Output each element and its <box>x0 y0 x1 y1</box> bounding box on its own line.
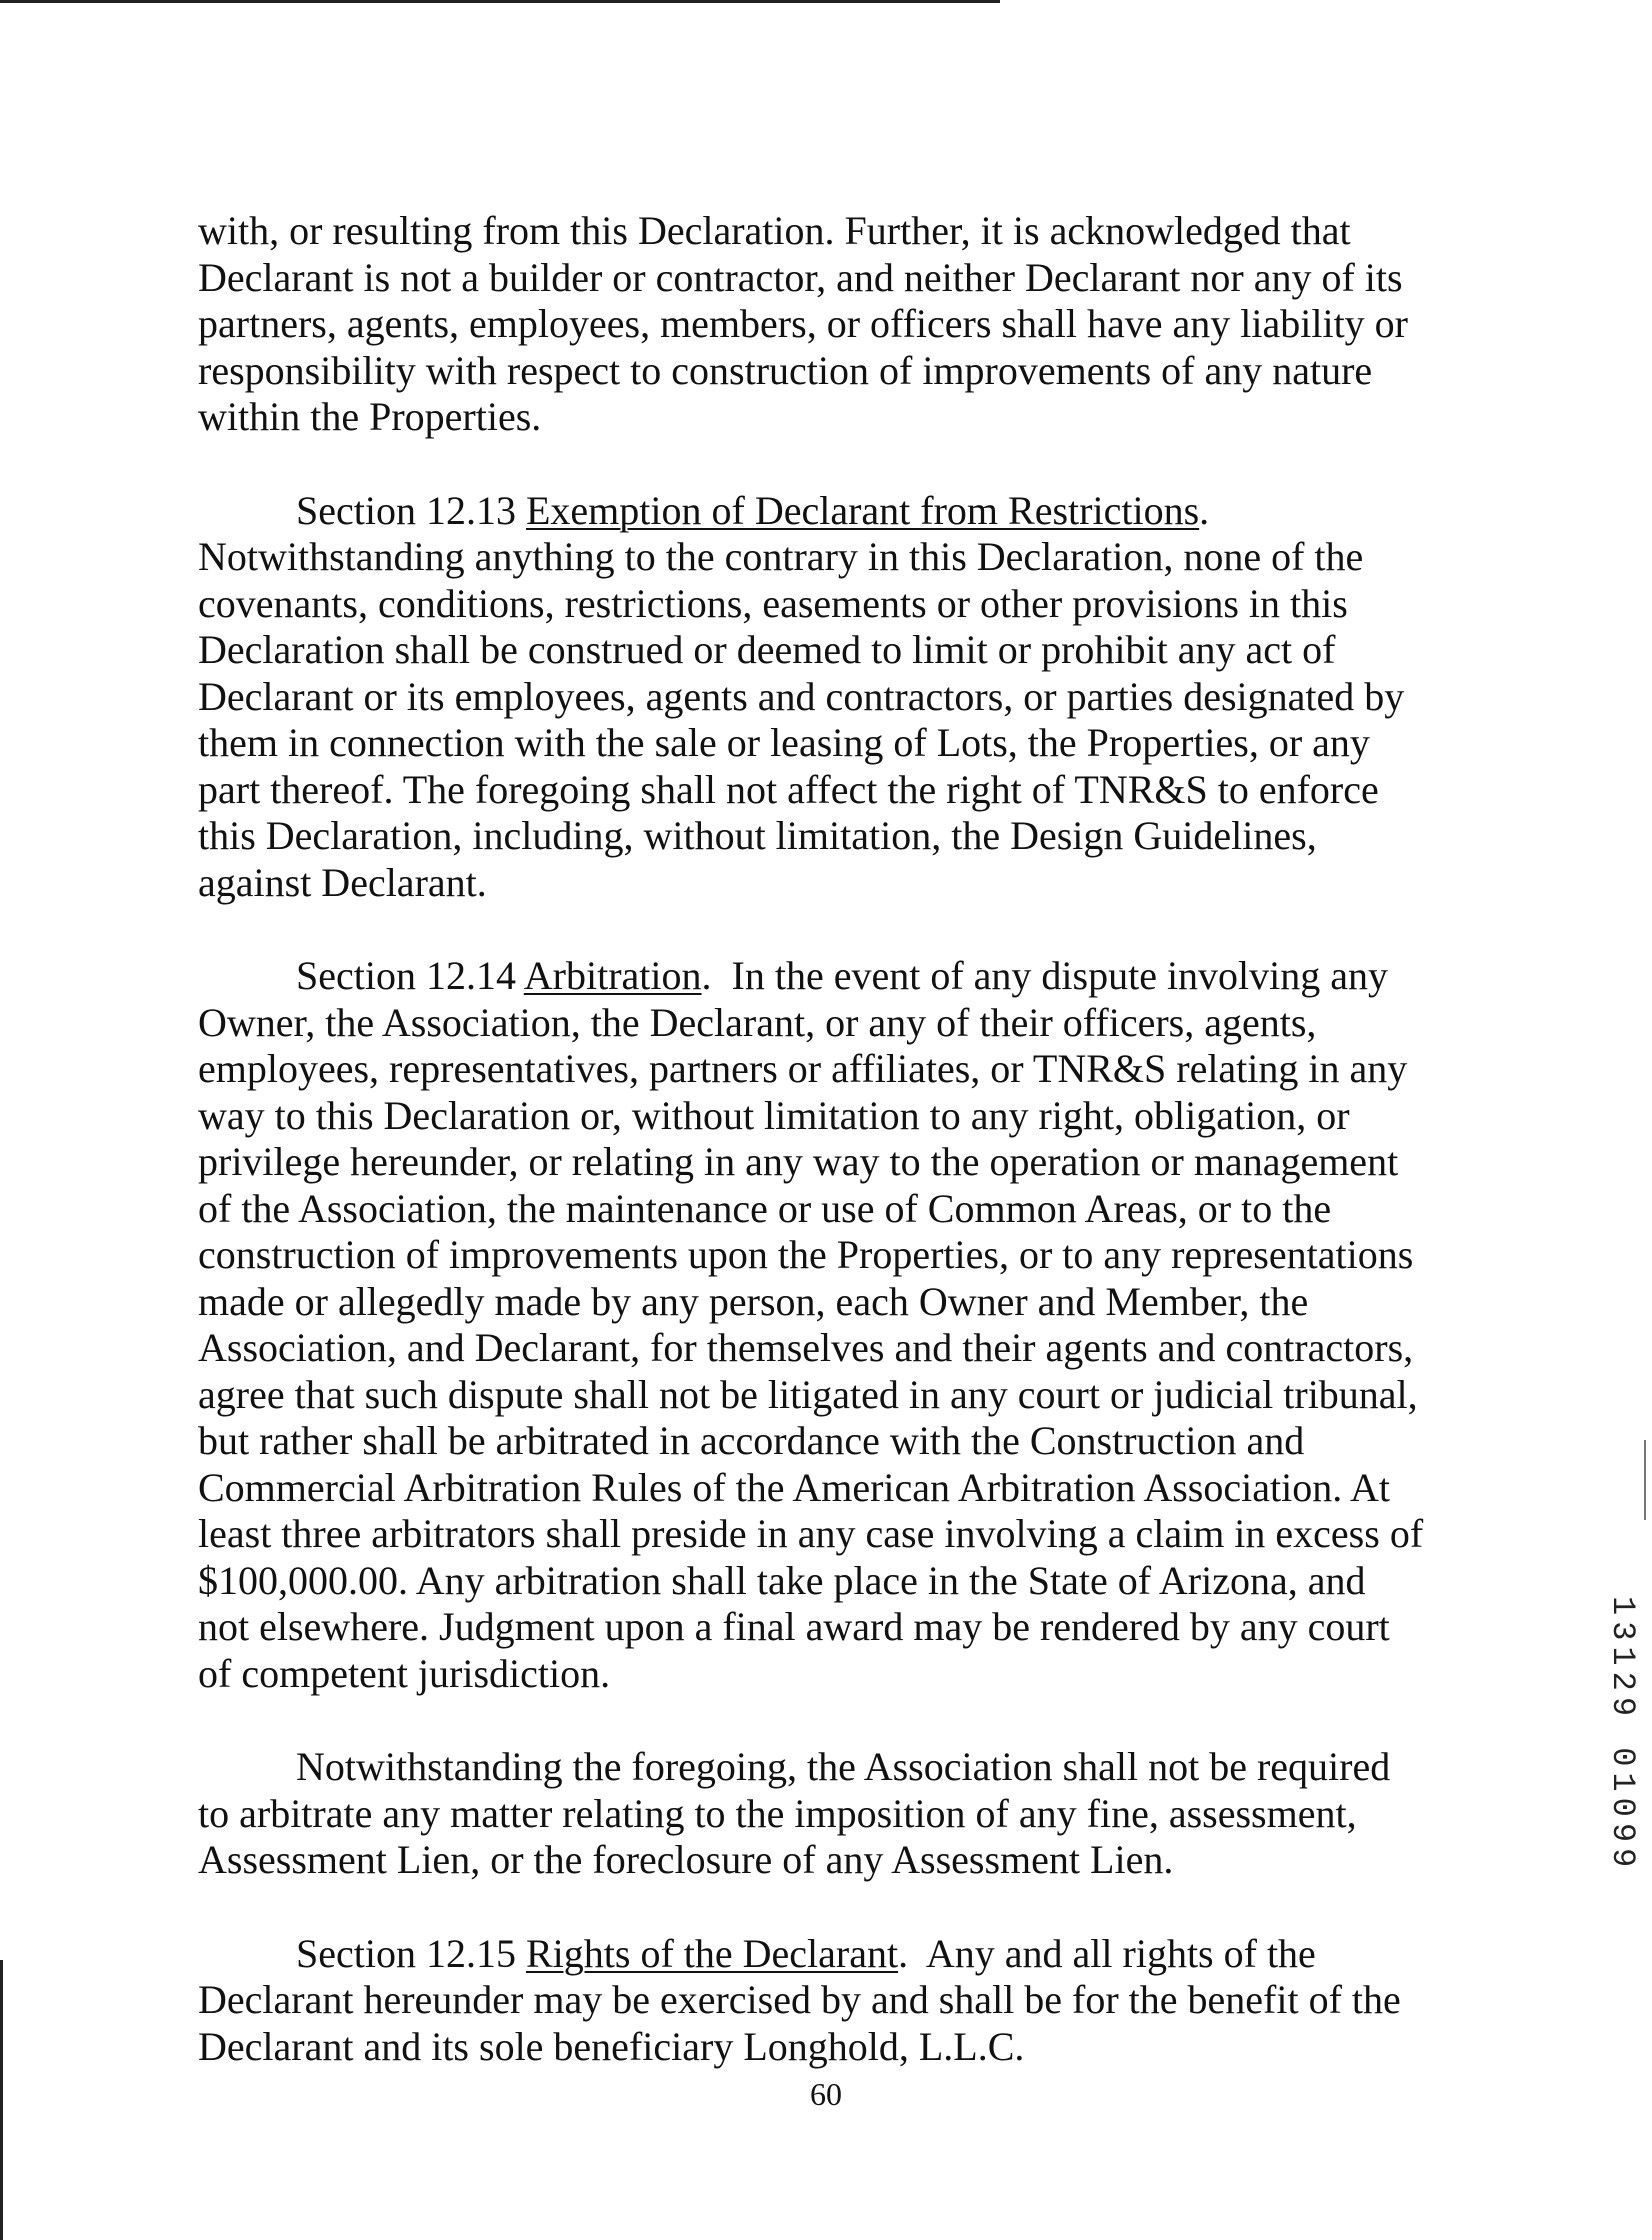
text-line: Notwithstanding anything to the contrary in this Declaration, none of the <box>198 534 1364 579</box>
text-line: $100,000.00. Any arbitration shall take place in the State of Arizona, and <box>198 1557 1366 1603</box>
text-line: this Declaration, including, without limitation, the Design Guidelines, <box>198 813 1317 858</box>
text-line: against Declarant. <box>198 859 487 905</box>
text-line: least three arbitrators shall preside in any case involving a claim in excess of <box>198 1511 1424 1556</box>
text-line: to arbitrate any matter relating to the imposition of any fine, assessment, <box>198 1790 1357 1836</box>
text-line: not elsewhere. Judgment upon a final award may be rendered by any court <box>198 1604 1390 1649</box>
text-line: responsibility with respect to construction of improvements of any nature <box>198 347 1373 393</box>
text-line: made or allegedly made by any person, each Owner and Member, the <box>198 1278 1309 1324</box>
text-line: Declarant or its employees, agents and contractors, or parties designated by <box>198 673 1405 719</box>
text-line: Declarant and its sole beneficiary Longhold, L.L.C. <box>198 2023 1025 2069</box>
text-line: Declarant is not a builder or contractor, and neither Declarant nor any of its <box>198 254 1403 300</box>
recording-stamp: 13129 01099 <box>1604 1596 1641 1874</box>
section-number: Section 12.13 <box>296 487 516 533</box>
text-line: Association, and Declarant, for themselves and their agents and contractors, <box>198 1325 1414 1370</box>
section-heading: Rights of the Declarant <box>525 1930 899 1976</box>
document-body <box>198 208 1438 2117</box>
text-line: them in connection with the sale or leasing of Lots, the Properties, or any <box>198 720 1370 765</box>
section-heading-rest: . In the event of any dispute involving any <box>701 953 1389 998</box>
section-12-13 <box>198 488 1438 907</box>
section-heading: Exemption of Declarant from Restrictions <box>525 487 1200 533</box>
text-line: partners, agents, employees, members, or officers shall have any liability or <box>198 301 1408 346</box>
text-line: with, or resulting from this Declaration. Further, it is acknowledged that <box>198 208 1351 253</box>
paragraph-notwithstanding <box>198 1744 1438 1884</box>
section-heading-line <box>198 1931 1438 1978</box>
text-line: of the Association, the maintenance or use of Common Areas, or to the <box>198 1185 1332 1231</box>
text-line: agree that such dispute shall not be litigated in any court or judicial tribunal, <box>198 1371 1418 1417</box>
section-heading-line <box>198 953 1438 1000</box>
text-line: but rather shall be arbitrated in accordance with the Construction and <box>198 1418 1305 1463</box>
text-line: Commercial Arbitration Rules of the American Arbitration Association. At <box>198 1464 1391 1510</box>
top-scan-rule <box>0 0 1000 3</box>
section-12-14 <box>198 953 1438 1697</box>
section-heading-rest: . <box>1199 487 1210 533</box>
text-line: Declaration shall be construed or deemed to limit or prohibit any act of <box>198 627 1336 672</box>
text-line: Notwithstanding the foregoing, the Association shall not be required <box>296 1744 1391 1789</box>
text-line: employees, representatives, partners or affiliates, or TNR&S relating in any <box>198 1046 1408 1091</box>
section-heading-line <box>198 488 1438 535</box>
text-line: Owner, the Association, the Declarant, or any of their officers, agents, <box>198 999 1317 1045</box>
text-line: Assessment Lien, or the foreclosure of any Assessment Lien. <box>198 1837 1174 1882</box>
paragraph-continuation <box>198 208 1438 441</box>
text-line: way to this Declaration or, without limitation to any right, obligation, or <box>198 1092 1350 1138</box>
text-line: covenants, conditions, restrictions, easements or other provisions in this <box>198 580 1348 626</box>
text-line: of competent jurisdiction. <box>198 1650 611 1696</box>
section-number: Section 12.15 <box>296 1930 516 1976</box>
text-line: within the Properties. <box>198 394 542 439</box>
text-line: privilege hereunder, or relating in any way to the operation or management <box>198 1139 1399 1184</box>
section-12-15 <box>198 1931 1438 2071</box>
section-heading-rest: . Any and all rights of the <box>898 1930 1316 1976</box>
text-line: part thereof. The foregoing shall not affect the right of TNR&S to enforce <box>198 766 1379 812</box>
right-scan-line <box>1644 1440 1646 1520</box>
section-number: Section 12.14 <box>296 953 516 998</box>
text-line: construction of improvements upon the Properties, or to any representations <box>198 1232 1414 1277</box>
text-line: Declarant hereunder may be exercised by and shall be for the benefit of the <box>198 1977 1401 2022</box>
page-number: 60 <box>810 2076 842 2112</box>
section-heading: Arbitration <box>523 953 702 998</box>
